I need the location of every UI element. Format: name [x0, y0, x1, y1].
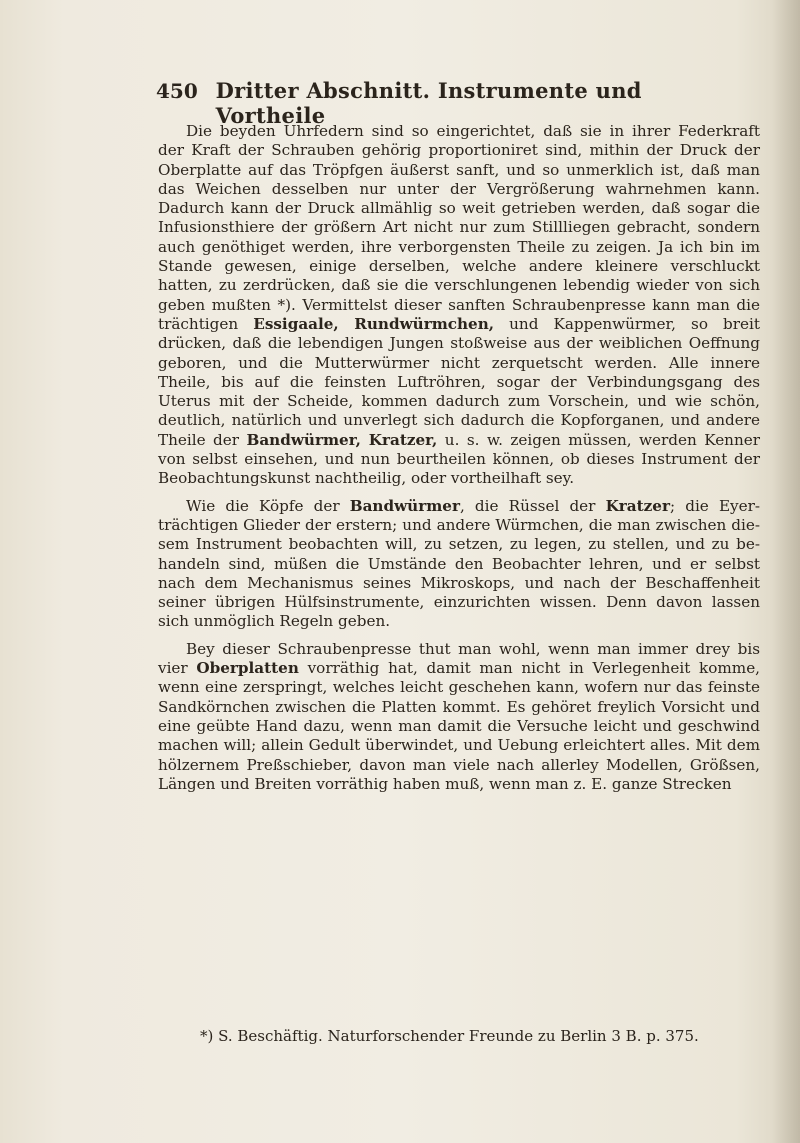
emphasized-term: Oberplatten — [196, 659, 299, 678]
text-run: vorräthig hat, damit man nicht in Verlegenheit komme, wenn eine zerspringt, welches leicht geschehen kann, wofern nur das feinste Sandkörnchen zwischen die Platten kommt. Es gehöret freylich Vorsicht und eine geübte Hand dazu, wenn man damit die Versuche leicht und geschwind machen will; allein Gedult überwindet, und Uebung erleichtert alles. Mit dem hölzernem Preßschieber, davon man viele nach allerley Modellen, Größsen, Längen und Breiten vorräthig haben muß, wenn man z. E. ganze Strecken — [158, 659, 761, 793]
page-number: 450 — [156, 79, 198, 103]
text-run: u. s. w. zeigen müssen, werden Kenner von selbst einsehen, und nun beurtheilen können, ob dieses Instrument der Beobachtungskunst nachtheilig, oder vortheilhaft sey. — [158, 430, 760, 488]
text-run: Wie die Köpfe der — [186, 496, 350, 515]
text-run: und Kappenwürmer, so breit drücken, daß die lebendigen Jungen stoßweise aus der weiblichen Oeffnung geboren, und die Mutterwürmer nicht zerquetscht werden. Alle innere Theile, bis auf die feinsten Luftröhren, sogar der Verbindungsgang des Uterus mit der Scheide, kommen dadurch zum Vorschein, und wie schön, deutlich, natürlich und unverlegt sich dadurch die Kopforganen, und andere Theile der — [158, 314, 760, 449]
paragraph — [158, 122, 760, 489]
running-head: Dritter Abschnitt. Instrumente und Vortheile — [215, 78, 642, 128]
emphasized-term: Kratzer — [605, 496, 670, 515]
paragraph — [158, 640, 760, 794]
paragraph — [158, 497, 760, 632]
footnote: *) S. Beschäftig. Naturforschender Freunde zu Berlin 3 B. p. 375. — [200, 1027, 699, 1045]
page-edge-shadow — [772, 0, 800, 1143]
body-text — [158, 122, 760, 802]
text-run: Die beyden Uhrfedern sind so eingerichtet, daß sie in ihrer Federkraft der Kraft der Schrauben gehörig proportioniret sind, mithin der Druck der Oberplatte auf das Tröpfgen äußerst sanft, und so unmerklich ist, daß man das Weichen desselben nur unter der Vergrößerung wahrnehmen kann. Dadurch kann der Druck allmählig so weit getrieben werden, daß sogar die Infusionsthiere der größern Art nicht nur zum Stillliegen gebracht, sondern auch genöthiget werden, ihre verborgensten Theile zu zeigen. Ja ich bin im Stande gewesen, einige derselben, welche andere kleinere verschluckt hatten, zu zerdrücken, daß sie die verschlungenen lebendig wieder von sich geben mußten *). Vermittelst dieser sanften Schraubenpresse kann man die trächtigen — [158, 122, 760, 333]
emphasized-term: Essigaale, Rundwürmchen, — [253, 314, 495, 333]
text-run: , die Rüssel der — [459, 496, 606, 515]
text-run: ; die Eyerträchtigen Glieder der erstern; und andere Würmchen, die man zwischen diesem Instrument beobachten will, zu setzen, zu legen, zu stellen, und zu behandeln sind, müßen die Umstände den Beobachter lehren, und er selbst nach dem Mechanismus seines Mikroskops, und nach der Beschaffenheit seiner übrigen Hülfsinstrumente, einzurichten wissen. Denn davon lassen sich unmöglich Regeln geben. — [158, 496, 760, 631]
text-run: Bey dieser Schraubenpresse thut man wohl, wenn man immer drey bis vier — [158, 639, 760, 678]
emphasized-term: Bandwürmer, Kratzer, — [246, 430, 438, 449]
page-header — [156, 78, 756, 128]
emphasized-term: Bandwürmer — [349, 496, 460, 515]
